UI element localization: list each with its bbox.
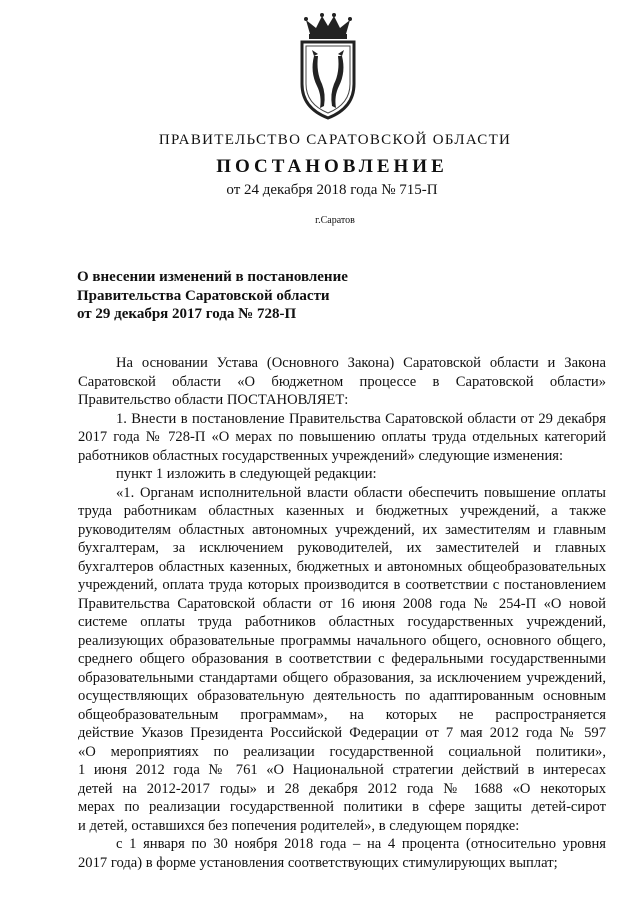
document-type-title: ПОСТАНОВЛЕНИЕ xyxy=(216,156,448,177)
document-city: г.Саратов xyxy=(315,215,355,226)
government-name: ПРАВИТЕЛЬСТВО САРАТОВСКОЙ ОБЛАСТИ xyxy=(158,132,512,148)
subject-line: Правительства Саратовской области xyxy=(77,287,330,304)
body-line: бухгалтеров областных казенных, бюджетных и автономных общеобразовательных xyxy=(78,558,606,575)
body-line: Правительства Саратовской области от 16 июня 2008 года № 254-П «О новой xyxy=(78,595,606,612)
body-line: 1. Внести в постановление Правительства Саратовской области от 29 декабря xyxy=(116,410,606,427)
subject-line: от 29 декабря 2017 года № 728-П xyxy=(77,306,297,322)
body-line: и детей, оставшихся без попечения родителей», в следующем порядке: xyxy=(78,817,520,834)
body-line: действие Указов Президента Российской Федерации от 7 мая 2012 года № 597 xyxy=(78,725,606,741)
body-line: «О мероприятиях по реализации государственной социальной политики», xyxy=(78,743,606,760)
saratov-coat-of-arms-icon xyxy=(288,12,368,120)
body-line: мерах по реализации государственной политики в сфере защиты детей-сирот xyxy=(78,799,606,815)
body-line: На основании Устава (Основного Закона) Саратовской области и Закона xyxy=(116,355,606,371)
body-line: Саратовской области «О бюджетном процессе в Саратовской области» xyxy=(78,373,606,390)
subject-line: О внесении изменений в постановление xyxy=(77,269,348,285)
body-line: бухгалтерам, за исключением руководителей, их заместителей и главных xyxy=(78,540,606,556)
body-line: осуществляющих образовательную деятельность по адаптированным основным xyxy=(78,688,606,704)
body-line: Правительство области ПОСТАНОВЛЯЕТ: xyxy=(78,392,349,408)
body-line: 2017 года) в форме установления соответствующих стимулирующих выплат; xyxy=(78,854,558,871)
body-line: реализующих образовательные программы начального общего, основного общего, xyxy=(78,632,606,649)
body-line: общеобразовательным программам», на которых не распространяется xyxy=(78,706,606,723)
body-line: пункт 1 изложить в следующей редакции: xyxy=(116,466,377,482)
body-line: работников областных государственных учреждений» следующие изменения: xyxy=(78,447,564,464)
body-line: 1 июня 2012 года № 761 «О Национальной стратегии действий в интересах xyxy=(78,762,606,778)
body-line: труда работникам областных казенных и бюджетных учреждений, а также xyxy=(78,503,606,519)
body-line: с 1 января по 30 ноября 2018 года – на 4 процента (относительно уровня xyxy=(116,836,606,852)
document-body xyxy=(78,354,606,872)
body-line: среднего общего образования в соответствии с федеральными государственными xyxy=(78,651,606,667)
body-line: руководителям областных автономных учреждений, их заместителям и главным xyxy=(78,521,606,538)
body-line: образовательными стандартами общего образования, за исключением учреждений, xyxy=(78,669,606,686)
body-line: системе оплаты труда работников областных государственных учреждений, xyxy=(78,614,606,630)
body-line: учреждений, оплата труда которых производится в соответствии с постановлением xyxy=(78,577,606,593)
body-line: 2017 года № 728-П «О мерах по повышению оплаты труда отдельных категорий xyxy=(78,429,606,445)
body-line: детей на 2012-2017 годы» и 28 декабря 2012 года № 1688 «О некоторых xyxy=(78,780,606,797)
document-date-number: от 24 декабря 2018 года № 715-П xyxy=(226,182,438,198)
document-subject xyxy=(77,268,397,324)
body-line: «1. Органам исполнительной власти области обеспечить повышение оплаты xyxy=(116,484,606,501)
